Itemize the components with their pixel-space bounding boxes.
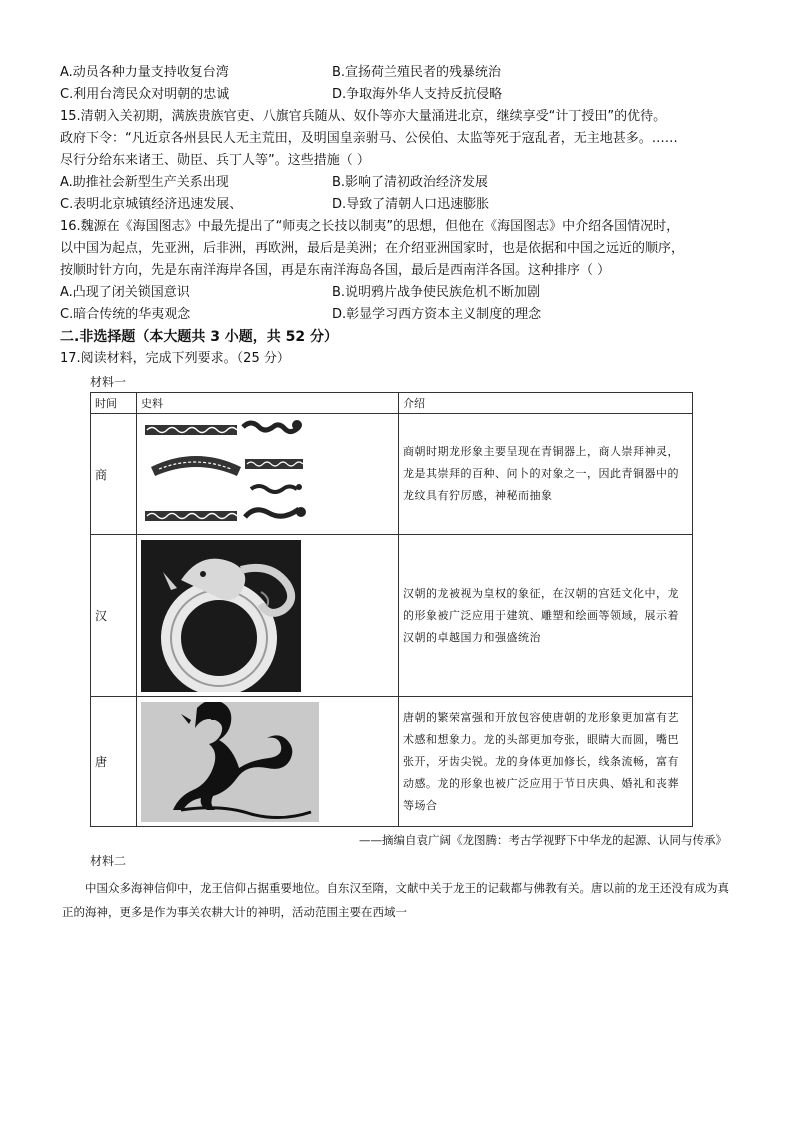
q16-text-line-2: 以中国为起点，先亚洲，后非洲，再欧洲，最后是美洲；在介绍亚洲国家时，也是依据和中国之远近的顺序， [60,241,685,256]
q16-option-b[interactable]: B.说明鸦片战争使民族危机不断加剧 [332,285,541,300]
q14-option-b[interactable]: B.宣扬荷兰殖民者的残暴统治 [332,65,502,80]
table-header-intro: 介绍 [399,393,693,414]
table-row [91,535,693,697]
era-cell-shang: 商 [91,414,137,535]
table-header-source: 史料 [137,393,399,414]
section-heading-nonchoice: 二.非选择题（本大题共 3 小题，共 52 分） [60,329,339,345]
q16-option-a[interactable]: A.凸现了闭关锁国意识 [60,285,190,300]
q16-options-row-2 [60,305,740,325]
q15-text-line-3: 尽行分给东来诸王、勋臣、兵丁人等”。这些措施（ ） [60,153,370,168]
q15-option-d[interactable]: D.导致了清朝人口迅速膨胀 [332,197,490,212]
source-cell-han [137,535,399,697]
q16-text-line-3: 按顺时针方向，先是东南洋海岸各国，再是东南洋海岛各国，最后是西南洋各国。这种排序（ ） [60,263,611,278]
tang-dragon-silhouette-image [141,702,319,822]
q15-option-c[interactable]: C.表明北京城镇经济迅速发展、 [60,197,243,212]
q15-option-a[interactable]: A.助推社会新型生产关系出现 [60,175,229,190]
material-2-paragraph: 中国众多海神信仰中，龙王信仰占据重要地位。自东汉至隋，文献中关于龙王的记载都与佛教有关。唐以前的龙王还没有成为真正的海神，更多是作为事关农耕大计的神明，活动范围主要在西域一 [62,881,729,919]
q15-options-row-2 [60,195,740,215]
table-header-era: 时间 [91,393,137,414]
table-header-row [91,393,693,414]
table-row [91,414,693,535]
q14-option-d[interactable]: D.争取海外华人支持反抗侵略 [332,87,503,102]
q15-text-line-1: 15.清朝入关初期，满族贵族官吏、八旗官兵随从、奴仆等亦大量涌进北京，继续享受“计丁授田”的优待。 [60,109,667,124]
intro-cell-tang: 唐朝的繁荣富强和开放包容使唐朝的龙形象更加富有艺术感和想象力。龙的头部更加夸张，眼睛大而圆，嘴巴张开，牙齿尖锐。龙的身体更加修长，线条流畅，富有动感。龙的形象也被广泛应用于节日庆典、婚礼和丧葬等场合 [399,697,693,827]
material-1-table [90,392,693,827]
source-cell-tang [137,697,399,827]
material-2-label: 材料二 [90,854,127,868]
q15-options-row-1 [60,173,740,193]
q15-text-line-2: 政府下令：“凡近京各州县民人无主荒田，及明国皇亲驸马、公侯伯、太监等死于寇乱者，无主地甚多。…… [60,131,678,146]
shang-bronze-dragon-patterns-image [141,417,311,532]
source-cell-shang [137,414,399,535]
era-cell-han: 汉 [91,535,137,697]
han-jade-dragon-image [141,540,301,692]
q16-text-line-1: 16.魏源在《海国图志》中最先提出了“师夷之长技以制夷”的思想，但他在《海国图志》中介绍各国情况时， [60,219,680,234]
q14-options-row-1 [60,63,740,83]
q14-options-row-2 [60,85,740,105]
material-1-label: 材料一 [90,375,127,389]
intro-cell-han: 汉朝的龙被视为皇权的象征，在汉朝的宫廷文化中，龙的形象被广泛应用于建筑、雕塑和绘画等领域，展示着汉朝的卓越国力和强盛统治 [399,535,693,697]
q17-prompt: 17.阅读材料，完成下列要求。（25 分） [60,351,290,366]
era-cell-tang: 唐 [91,697,137,827]
intro-cell-shang: 商朝时期龙形象主要呈现在青铜器上，商人崇拜神灵，龙是其崇拜的百种、问卜的对象之一，因此青铜器中的龙纹具有狞厉感，神秘而抽象 [399,414,693,535]
q16-option-c[interactable]: C.暗合传统的华夷观念 [60,307,191,322]
q15-option-b[interactable]: B.影响了清初政治经济发展 [332,175,489,190]
q16-option-d[interactable]: D.彰显学习西方资本主义制度的理念 [332,307,542,322]
table-row [91,697,693,827]
q16-options-row-1 [60,283,740,303]
q14-option-c[interactable]: C.利用台湾民众对明朝的忠诚 [60,87,230,102]
material-1-citation: ——摘编自袁广阔《龙图腾：考古学视野下中华龙的起源、认同与传承》 [359,833,727,847]
q14-option-a[interactable]: A.动员各种力量支持收复台湾 [60,65,229,80]
